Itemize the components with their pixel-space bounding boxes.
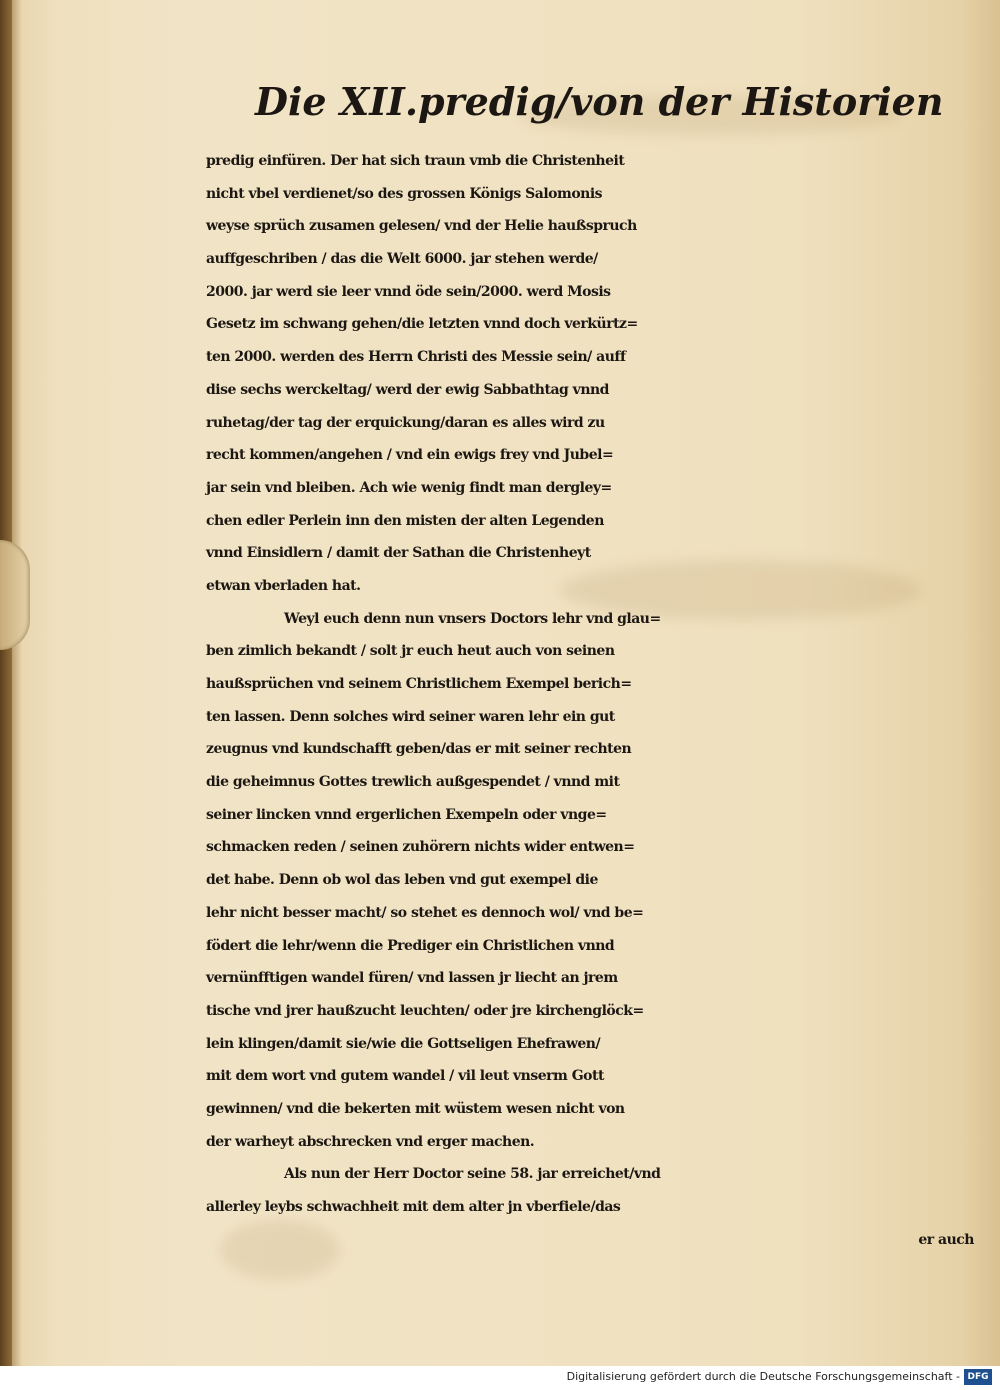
text-line: die geheimnus Gottes trewlich außgespendet / vnnd mit [206,774,620,791]
text-line: zeugnus vnd kundschafft geben/das er mit seiner rechten [206,741,632,758]
text-line: schmacken reden / seinen zuhörern nichts wider entwen= [206,839,635,856]
text-line: allerley leybs schwachheit mit dem alter jn vberfiele/das [206,1199,621,1215]
text-line: lein klingen/damit sie/wie die Gottseligen Ehefrawen/ [206,1035,601,1052]
paragraph-start-line: Weyl euch denn nun vnsers Doctors lehr vnd glau= [284,610,661,627]
page-heading: Die XII.predig/von der Historien [255,79,944,124]
text-line: vnnd Einsidlern / damit der Sathan die Christenheyt [206,545,591,562]
text-line: recht kommen/angehen / vnd ein ewigs frey vnd Jubel= [206,447,614,464]
text-line: chen edler Perlein inn den misten der alten Legenden [206,512,604,529]
page-gutter-shadow [0,0,12,1366]
text-line: ruhetag/der tag der erquickung/daran es alles wird zu [206,414,605,431]
text-line: 2000. jar werd sie leer vnnd öde sein/2000. werd Mosis [206,283,611,300]
text-line: tische vnd jrer haußzucht leuchten/ oder jre kirchenglöck= [206,1002,644,1019]
text-line: predig einfüren. Der hat sich traun vmb die Christenheit [206,153,625,169]
text-line: gewinnen/ vnd die bekerten mit wüstem wesen nicht von [206,1100,625,1117]
text-line: ten lassen. Denn solches wird seiner waren lehr ein gut [206,708,615,725]
text-line: der warheyt abschrecken vnd erger machen. [206,1133,535,1150]
text-line: vernünfftigen wandel füren/ vnd lassen jr liecht an jrem [206,970,618,987]
text-line: Gesetz im schwang gehen/die letzten vnnd doch verkürtz= [206,316,638,333]
dfg-logo: DFG [964,1369,992,1385]
text-line: dise sechs werckeltag/ werd der ewig Sabbathtag vnnd [206,381,609,398]
paragraph-start-line: Als nun der Herr Doctor seine 58. jar erreichet/vnd [284,1166,661,1183]
catchword: er auch [918,1231,974,1248]
text-line: weyse sprüch zusamen gelesen/ vnd der Helie haußspruch [206,218,637,235]
text-line: lehr nicht besser macht/ so stehet es dennoch wol/ vnd be= [206,904,644,921]
text-line: det habe. Denn ob wol das leben vnd gut exempel die [206,872,598,889]
footer-credit: Digitalisierung gefördert durch die Deutsche Forschungsgemeinschaft - [566,1370,960,1383]
text-line: haußsprüchen vnd seinem Christlichem Exempel berich= [206,676,632,692]
text-line: etwan vberladen hat. [206,577,361,594]
text-line: seiner lincken vnnd ergerlichen Exempeln oder vnge= [206,806,607,823]
text-line: nicht vbel verdienet/so des grossen Königs Salomonis [206,185,603,202]
text-line: auffgeschriben / das die Welt 6000. jar stehen werde/ [206,251,598,268]
footer-bar [0,1366,1000,1390]
text-line: mit dem wort vnd gutem wandel / vil leut vnserm Gott [206,1068,604,1085]
text-line: födert die lehr/wenn die Prediger ein Christlichen vnnd [206,937,615,954]
body-text [206,145,996,1256]
page-edge-tab [0,540,30,650]
text-line: ben zimlich bekandt / solt jr euch heut auch von seinen [206,643,615,660]
text-line: ten 2000. werden des Herrn Christi des Messie sein/ auff [206,349,626,366]
text-line: jar sein vnd bleiben. Ach wie wenig findt man dergley= [206,479,612,496]
